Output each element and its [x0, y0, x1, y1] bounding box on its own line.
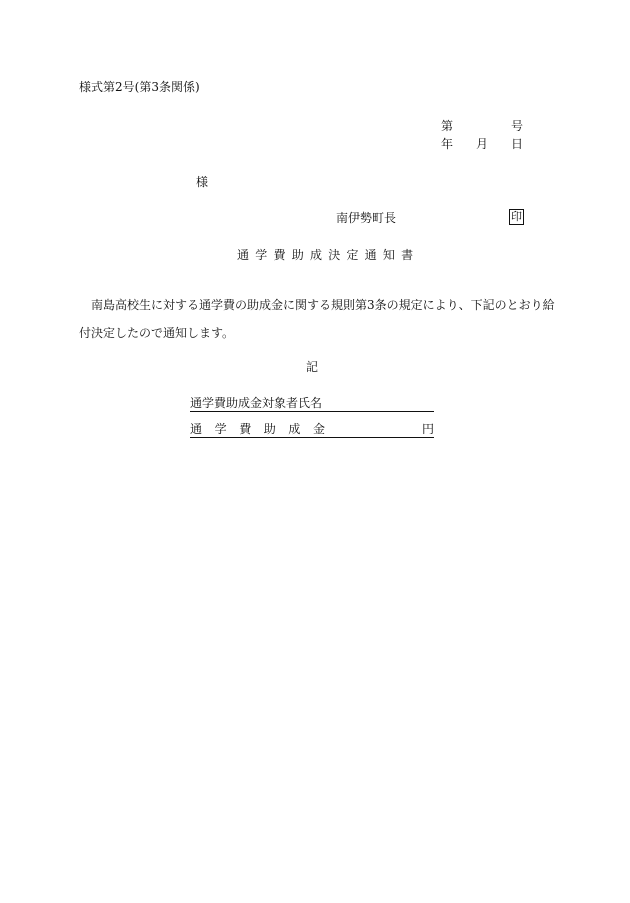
amount-field	[190, 423, 434, 438]
date-line	[441, 138, 523, 151]
target-name-field	[190, 397, 434, 412]
number-suffix: 号	[510, 119, 523, 133]
number-prefix: 第	[441, 119, 454, 133]
document-number-line	[441, 120, 523, 133]
target-name-label: 通学費助成金対象者氏名	[190, 396, 323, 410]
date-year: 年	[441, 137, 454, 151]
amount-label: 通学費助成金	[190, 422, 338, 436]
sender-title: 南伊勢町長	[336, 211, 397, 225]
amount-unit: 円	[421, 422, 434, 436]
recipient-honorific: 様	[196, 175, 209, 189]
document-body: 南島高校生に対する通学費の助成金に関する規則第3条の規定により、下記のとおり給付決定したので通知します。	[79, 298, 555, 340]
date-month: 月	[476, 137, 489, 151]
ki-heading: 記	[306, 360, 319, 374]
seal-mark: 印	[511, 210, 522, 223]
document-title: 通学費助成決定通知書	[237, 248, 420, 262]
date-day: 日	[510, 137, 523, 151]
form-label: 様式第2号(第3条関係)	[79, 80, 200, 94]
